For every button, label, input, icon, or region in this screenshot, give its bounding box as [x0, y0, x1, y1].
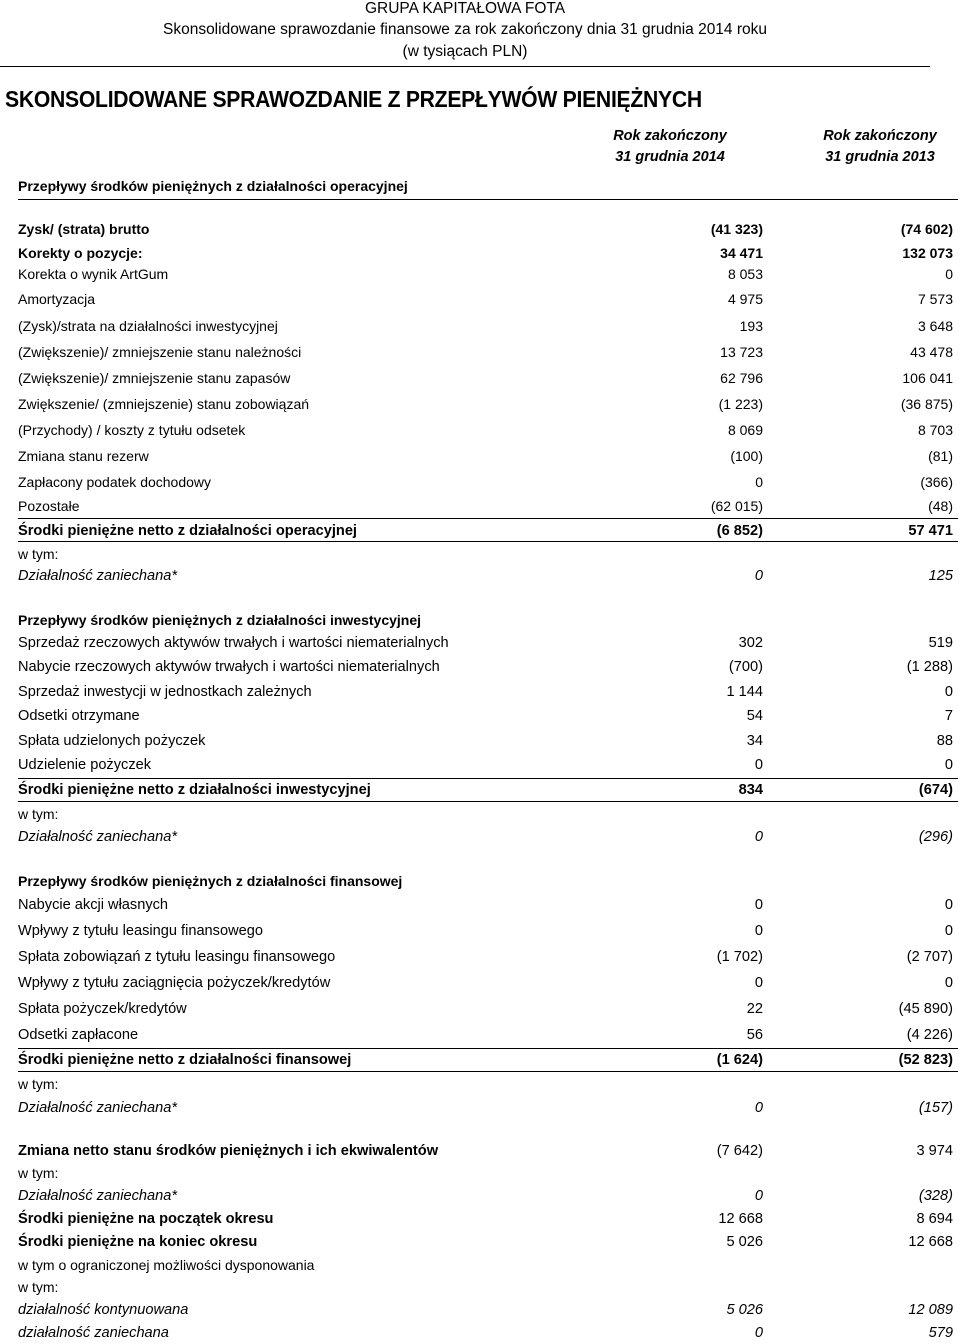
- value-2013: (157): [918, 1100, 953, 1116]
- value-2014: 13 723: [720, 344, 763, 360]
- header-divider: [0, 66, 930, 67]
- row-label: Zysk/ (strata) brutto: [18, 221, 150, 237]
- value-2014: 0: [754, 975, 763, 991]
- value-2013: 0: [944, 975, 953, 991]
- row-label: Spłata udzielonych pożyczek: [18, 733, 206, 749]
- value-2013: 12 089: [908, 1302, 953, 1318]
- total-2013: (674): [918, 782, 953, 798]
- table-row: [18, 998, 953, 1020]
- column-header-2013: [795, 126, 960, 168]
- closing-balance-row: [18, 1231, 953, 1253]
- value-2014: 0: [754, 829, 763, 845]
- row-label: Spłata pożyczek/kredytów: [18, 1001, 187, 1017]
- continuing-row: [18, 1299, 953, 1321]
- row-label: Zwiększenie/ (zmniejszenie) stanu zobowiązań: [18, 396, 310, 412]
- restricted-label-row: [18, 1254, 953, 1276]
- row-label: Wpływy z tytułu leasingu finansowego: [18, 923, 263, 939]
- total-row: [18, 520, 953, 542]
- row-label: Odsetki zapłacone: [18, 1027, 139, 1043]
- value-2013: (45 890): [898, 1001, 953, 1017]
- row-divider: [18, 801, 958, 802]
- wtym-text: w tym:: [18, 1076, 59, 1092]
- total-2013: 57 471: [908, 523, 953, 539]
- table-row: [18, 288, 953, 310]
- company-name: GRUPA KAPITAŁOWA FOTA: [364, 0, 566, 17]
- table-row: [18, 242, 953, 264]
- value-2013: (2 707): [906, 949, 953, 965]
- value-2014: 22: [746, 1001, 763, 1017]
- table-row: [18, 263, 953, 285]
- row-label: Zmiana stanu rezerw: [18, 448, 149, 464]
- table-row: [18, 754, 953, 776]
- section-title-financing: Przepływy środków pieniężnych z działalności finansowej: [18, 873, 403, 889]
- value-2013: 12 668: [908, 1234, 953, 1250]
- row-label: Sprzedaż rzeczowych aktywów trwałych i wartości niematerialnych: [18, 635, 449, 651]
- total-label: Środki pieniężne netto z działalności finansowej: [18, 1052, 352, 1068]
- wtym-text: w tym:: [18, 1165, 59, 1181]
- value-2014: 0: [754, 757, 763, 773]
- table-row: [18, 218, 953, 240]
- discontinued-row: [18, 1322, 953, 1344]
- table-row: [18, 393, 953, 415]
- value-2014: (1 223): [718, 396, 763, 412]
- row-label: Korekta o wynik ArtGum: [18, 266, 169, 282]
- total-2014: 834: [738, 782, 763, 798]
- column-header-2013-line2: 31 grudnia 2013: [825, 149, 935, 165]
- value-2013: (366): [920, 474, 953, 490]
- value-2014: 0: [754, 923, 763, 939]
- value-2014: 4 975: [727, 291, 763, 307]
- value-2013: (328): [918, 1188, 953, 1204]
- row-label: (Przychody) / koszty z tytułu odsetek: [18, 422, 246, 438]
- value-2013: 3 648: [917, 318, 953, 334]
- value-2013: 0: [944, 897, 953, 913]
- row-label: Zmiana netto stanu środków pieniężnych i ich ekwiwalentów: [18, 1143, 439, 1159]
- value-2014: 302: [738, 635, 763, 651]
- value-2013: 88: [936, 733, 953, 749]
- value-2013: 0: [944, 757, 953, 773]
- value-2014: 34 471: [720, 245, 763, 261]
- value-2013: (74 602): [900, 221, 953, 237]
- discontinued-row: [18, 1097, 953, 1119]
- value-2014: 54: [746, 708, 763, 724]
- row-label: w tym o ograniczonej możliwości dysponowania: [18, 1257, 315, 1273]
- row-divider: [18, 518, 958, 519]
- wtym-label: [18, 543, 953, 565]
- value-2014: 12 668: [718, 1211, 763, 1227]
- value-2014: 0: [754, 1188, 763, 1204]
- value-2014: 193: [739, 318, 763, 334]
- wtym-label: [18, 1073, 953, 1095]
- total-row: [18, 779, 953, 801]
- page-title: SKONSOLIDOWANE SPRAWOZDANIE Z PRZEPŁYWÓW PIENIĘŻNYCH: [5, 86, 702, 112]
- value-2013: 106 041: [902, 370, 953, 386]
- total-2014: (6 852): [716, 523, 763, 539]
- row-label: Działalność zaniechana*: [18, 1100, 178, 1116]
- value-2013: 8 694: [916, 1211, 953, 1227]
- value-2013: (81): [928, 448, 953, 464]
- row-label: działalność zaniechana: [18, 1325, 169, 1341]
- value-2013: 8 703: [917, 422, 953, 438]
- value-2013: 125: [928, 568, 953, 584]
- value-2014: 1 144: [726, 684, 763, 700]
- value-2014: 8 053: [727, 266, 763, 282]
- section-title-operating: Przepływy środków pieniężnych z działalności operacyjnej: [18, 178, 408, 194]
- table-row: [18, 419, 953, 441]
- section-divider: [18, 199, 958, 200]
- table-row: [18, 730, 953, 752]
- discontinued-row: [18, 565, 953, 587]
- total-2013: (52 823): [898, 1052, 953, 1068]
- value-2013: 7: [944, 708, 953, 724]
- row-divider: [18, 541, 958, 542]
- column-header-2014-line1: Rok zakończony: [613, 128, 727, 144]
- table-row: [18, 946, 953, 968]
- row-label: (Zwiększenie)/ zmniejszenie stanu zapasów: [18, 370, 291, 386]
- value-2013: (48): [928, 498, 953, 514]
- value-2014: 62 796: [720, 370, 763, 386]
- value-2014: 0: [754, 568, 763, 584]
- value-2014: 0: [754, 1100, 763, 1116]
- value-2013: 0: [945, 266, 953, 282]
- table-row: [18, 367, 953, 389]
- row-label: Sprzedaż inwestycji w jednostkach zależnych: [18, 684, 312, 700]
- row-label: Zapłacony podatek dochodowy: [18, 474, 212, 490]
- wtym-text: w tym:: [18, 1279, 59, 1295]
- value-2014: (100): [730, 448, 763, 464]
- value-2014: 56: [746, 1027, 763, 1043]
- value-2013: 43 478: [910, 344, 953, 360]
- value-2014: 0: [754, 897, 763, 913]
- table-row: [18, 1024, 953, 1046]
- table-row: [18, 681, 953, 703]
- table-row: [18, 632, 953, 654]
- wtym-label: [18, 803, 953, 825]
- total-label: Środki pieniężne netto z działalności inwestycyjnej: [18, 782, 371, 798]
- total-2014: (1 624): [716, 1052, 763, 1068]
- table-row: [18, 445, 953, 467]
- row-label: Amortyzacja: [18, 291, 96, 307]
- row-label: Nabycie rzeczowych aktywów trwałych i wartości niematerialnych: [18, 659, 440, 675]
- report-subtitle: Skonsolidowane sprawozdanie finansowe za rok zakończony dnia 31 grudnia 2014 roku: [162, 21, 768, 38]
- row-label: Nabycie akcji własnych: [18, 897, 169, 913]
- value-2014: 5 026: [726, 1302, 763, 1318]
- row-label: Spłata zobowiązań z tytułu leasingu finansowego: [18, 949, 336, 965]
- value-2014: 0: [754, 1325, 763, 1341]
- opening-balance-row: [18, 1208, 953, 1230]
- row-label: Działalność zaniechana*: [18, 568, 178, 584]
- total-label: Środki pieniężne netto z działalności operacyjnej: [18, 523, 357, 539]
- table-row: [18, 471, 953, 493]
- row-label: Korekty o pozycje:: [18, 245, 143, 261]
- value-2013: (36 875): [900, 396, 953, 412]
- value-2014: 0: [755, 474, 763, 490]
- report-unit: (w tysiącach PLN): [402, 43, 528, 60]
- table-row: [18, 656, 953, 678]
- row-label: Działalność zaniechana*: [18, 829, 178, 845]
- value-2013: 3 974: [916, 1143, 953, 1159]
- row-label: działalność kontynuowana: [18, 1302, 189, 1318]
- value-2013: 7 573: [917, 291, 953, 307]
- value-2013: (1 288): [906, 659, 953, 675]
- table-row: [18, 341, 953, 363]
- wtym-label: [18, 1276, 953, 1298]
- total-row: [18, 1049, 953, 1071]
- wtym-text: w tym:: [18, 806, 59, 822]
- row-label: Udzielenie pożyczek: [18, 757, 152, 773]
- table-row: [18, 920, 953, 942]
- row-label: Wpływy z tytułu zaciągnięcia pożyczek/kredytów: [18, 975, 331, 991]
- table-row: [18, 315, 953, 337]
- discontinued-row: [18, 1185, 953, 1207]
- row-label: (Zysk)/strata na działalności inwestycyjnej: [18, 318, 278, 334]
- value-2013: 0: [944, 684, 953, 700]
- table-row: [18, 894, 953, 916]
- row-label: Odsetki otrzymane: [18, 708, 140, 724]
- value-2014: 5 026: [726, 1234, 763, 1250]
- section-title-investing: Przepływy środków pieniężnych z działalności inwestycyjnej: [18, 612, 422, 628]
- row-label: (Zwiększenie)/ zmniejszenie stanu należności: [18, 344, 302, 360]
- value-2014: (62 015): [710, 498, 763, 514]
- wtym-label: [18, 1162, 953, 1184]
- value-2013: 579: [928, 1325, 953, 1341]
- value-2014: (7 642): [716, 1143, 763, 1159]
- value-2013: (296): [918, 829, 953, 845]
- value-2013: 519: [928, 635, 953, 651]
- table-row: [18, 705, 953, 727]
- discontinued-row: [18, 826, 953, 848]
- row-divider: [18, 1071, 958, 1072]
- row-label: Pozostałe: [18, 498, 80, 514]
- value-2014: 8 069: [727, 422, 763, 438]
- column-header-2014: [585, 126, 755, 168]
- column-header-2013-line1: Rok zakończony: [823, 128, 937, 144]
- value-2013: 132 073: [902, 245, 953, 261]
- row-label: Środki pieniężne na początek okresu: [18, 1211, 274, 1227]
- value-2014: (41 323): [710, 221, 763, 237]
- column-header-2014-line2: 31 grudnia 2014: [615, 149, 725, 165]
- table-row: [18, 495, 953, 517]
- row-label: Środki pieniężne na koniec okresu: [18, 1234, 258, 1250]
- value-2013: (4 226): [906, 1027, 953, 1043]
- value-2014: (700): [728, 659, 763, 675]
- wtym-text: w tym:: [18, 546, 59, 562]
- value-2013: 0: [944, 923, 953, 939]
- row-label: Działalność zaniechana*: [18, 1188, 178, 1204]
- value-2014: 34: [746, 733, 763, 749]
- net-change-row: [18, 1140, 953, 1162]
- value-2014: (1 702): [716, 949, 763, 965]
- table-row: [18, 972, 953, 994]
